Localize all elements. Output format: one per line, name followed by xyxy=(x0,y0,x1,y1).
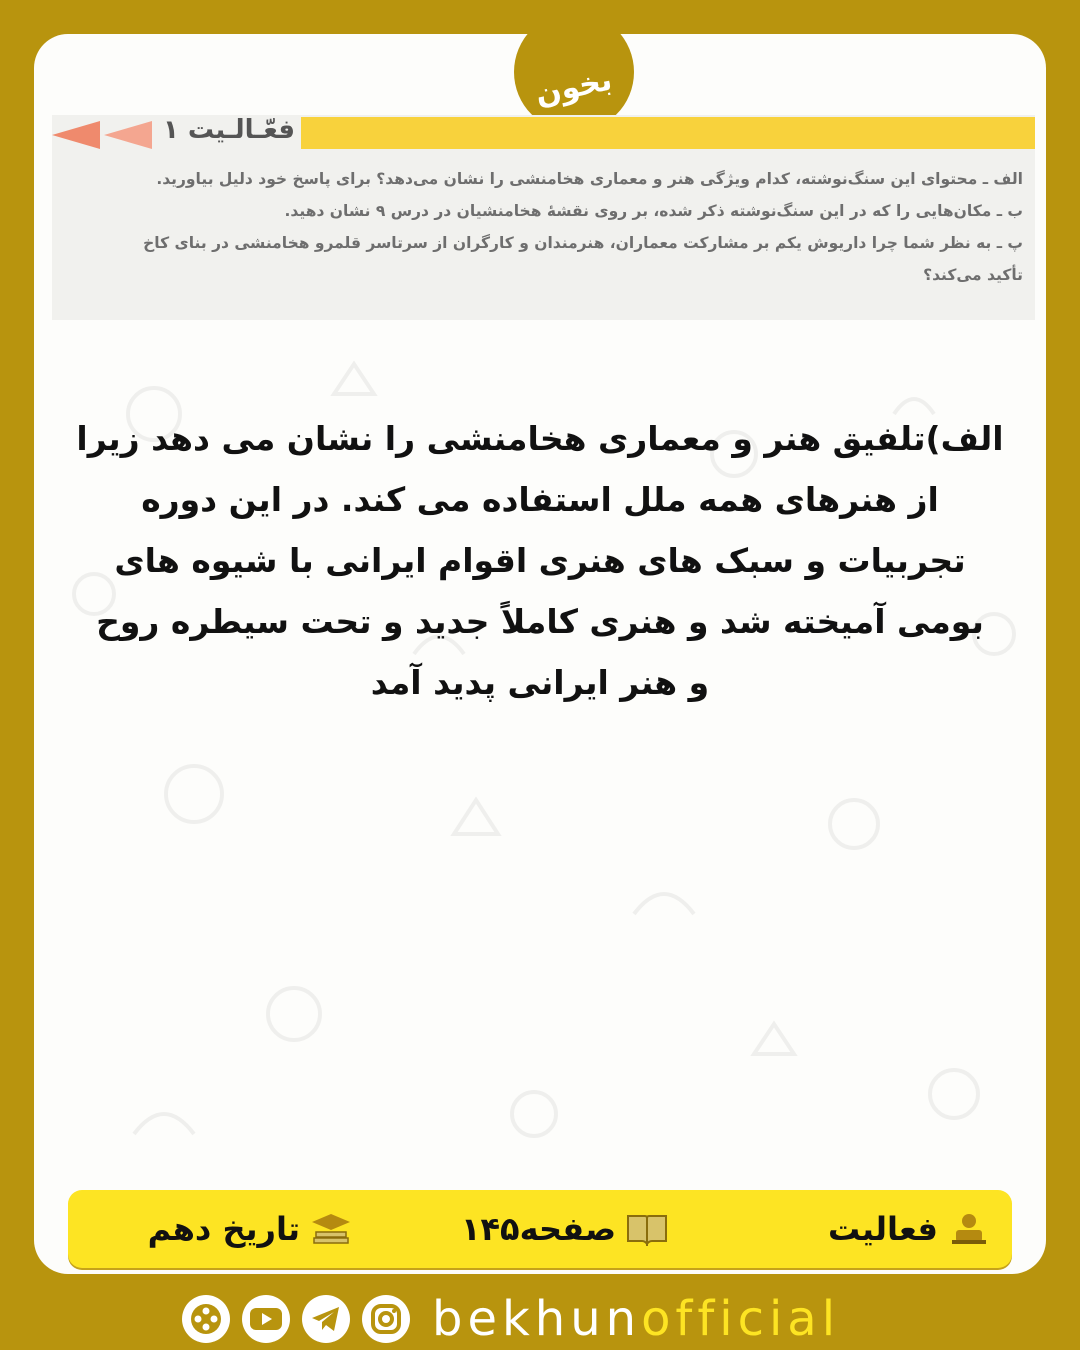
answer-line: الف)تلفیق هنر و معماری هخامنشی را نشان می دهد زیرا xyxy=(76,419,1004,458)
answer-line: تجربیات و سبک های هنری اقوام ایرانی با شیوه های xyxy=(114,541,966,580)
book-header-bar xyxy=(301,117,1035,149)
handle-part-1: bekhun xyxy=(432,1291,642,1347)
subject-item xyxy=(148,1190,352,1268)
content-card xyxy=(34,34,1046,1274)
info-bar xyxy=(68,1190,1012,1268)
instagram-icon[interactable] xyxy=(362,1295,410,1343)
subject-label: تاریخ دهم xyxy=(147,1210,300,1248)
book-questions xyxy=(82,163,1023,291)
answer-line: و هنر ایرانی پدید آمد xyxy=(370,663,710,702)
film-icon[interactable] xyxy=(182,1295,230,1343)
answer-text xyxy=(50,408,1030,713)
youtube-icon[interactable] xyxy=(242,1295,290,1343)
answer-line: از هنرهای همه ملل استفاده می کند. در این دوره xyxy=(141,480,939,519)
activity-label: فعالیت xyxy=(828,1210,938,1248)
telegram-icon[interactable] xyxy=(302,1295,350,1343)
book-question-line: پ ـ به نظر شما چرا داریوش یکم بر مشارکت معماران، هنرمندان و کارگران از سرتاسر قلمرو هخامنشی در بنای کاخ xyxy=(143,234,1023,252)
teacher-icon xyxy=(948,1212,990,1246)
logo-text: بخون xyxy=(532,61,616,113)
answer-line: بومی آمیخته شد و هنری کاملاً جدید و تحت سیطره روح xyxy=(96,602,984,641)
book-question-line: تأکید می‌کند؟ xyxy=(923,266,1023,284)
brand-handle[interactable] xyxy=(432,1290,840,1348)
graduation-cap-icon xyxy=(310,1212,352,1246)
activity-item xyxy=(828,1190,990,1268)
header-triangle-icon xyxy=(104,121,152,149)
book-question-line: ب ـ مکان‌هایی را که در این سنگ‌نوشته ذکر شده، بر روی نقشهٔ هخامنشیان در درس ۹ نشان دهید. xyxy=(284,202,1023,220)
page-item xyxy=(461,1190,668,1268)
book-excerpt xyxy=(52,115,1035,320)
handle-part-2: official xyxy=(641,1291,841,1347)
page-label: صفحه۱۴۵ xyxy=(460,1210,616,1248)
book-question-line: الف ـ محتوای این سنگ‌نوشته، کدام ویژگی هنر و معماری هخامنشی را نشان می‌دهد؟ برای پاسخ خود دلیل بیاورید. xyxy=(156,170,1023,188)
book-activity-title: فعّـالـيت ۱ xyxy=(162,115,295,145)
header-triangle-icon xyxy=(52,121,100,149)
social-bar xyxy=(182,1290,840,1348)
book-icon xyxy=(626,1212,668,1246)
